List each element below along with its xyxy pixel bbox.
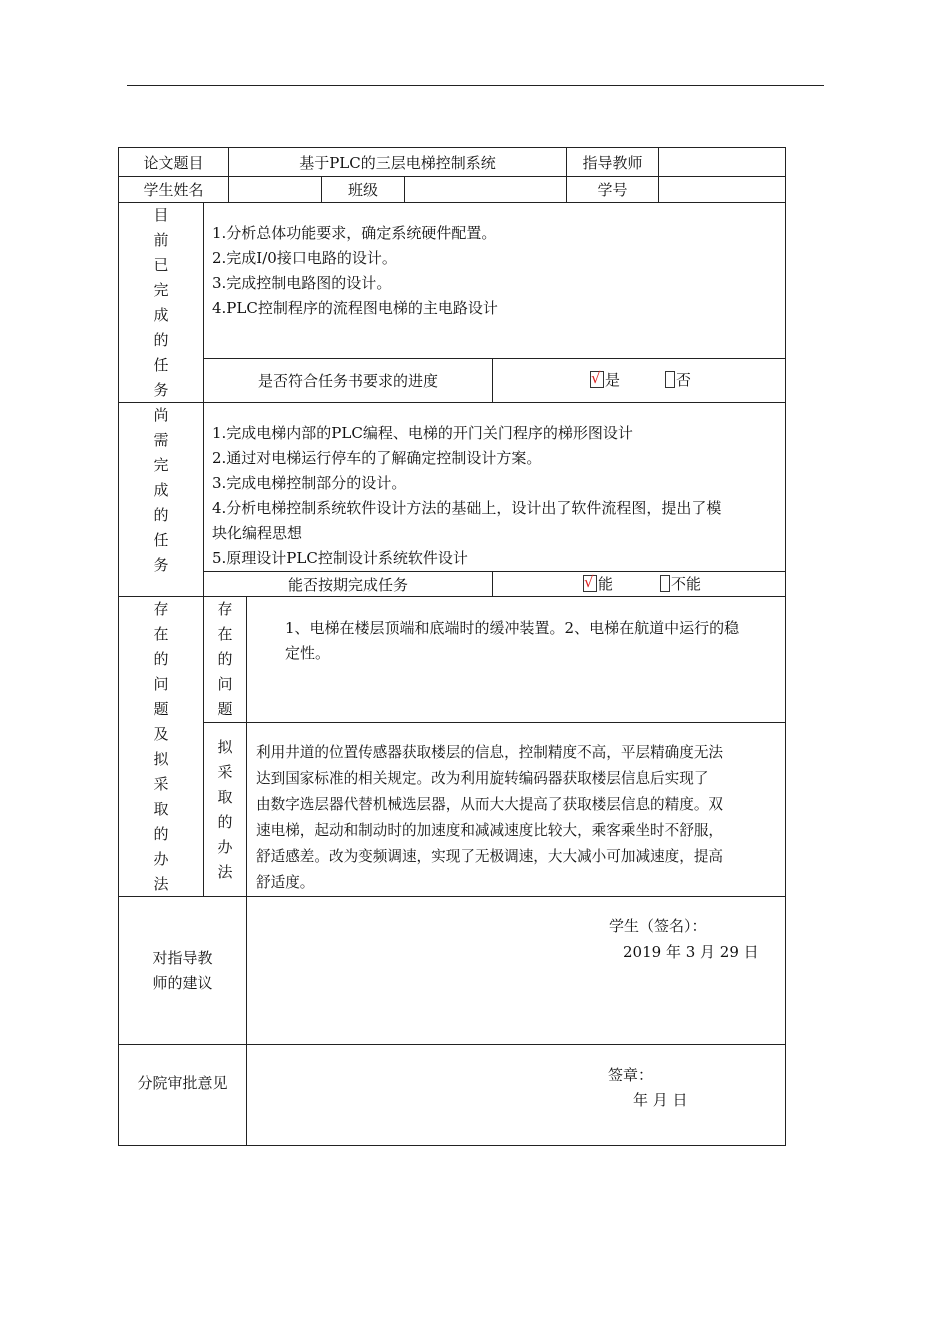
remaining-tasks-label bbox=[119, 403, 203, 578]
label-char: 的 bbox=[153, 824, 169, 843]
completed-tasks-label bbox=[119, 203, 203, 402]
solution-label bbox=[204, 723, 246, 896]
list-item: 4.PLC控制程序的流程图电梯的主电路设计 bbox=[212, 299, 498, 317]
label-char: 前 bbox=[153, 230, 169, 249]
yes-label: 是 bbox=[605, 371, 621, 389]
text-line: 速电梯，起动和制动时的加速度和减减速度比较大，乘客乘坐时不舒服， bbox=[256, 822, 724, 839]
advisor-label: 指导教师 bbox=[582, 153, 643, 172]
approval-seal: 签章： bbox=[608, 1066, 654, 1084]
can-checkbox[interactable] bbox=[583, 575, 597, 592]
label-char: 任 bbox=[153, 531, 169, 549]
class-label: 班级 bbox=[347, 181, 378, 199]
student-name-value[interactable] bbox=[229, 177, 321, 202]
row-divider bbox=[118, 402, 786, 403]
text-line: 利用井道的位置传感器获取楼层的信息，控制精度不高，平层精确度无法 bbox=[256, 744, 724, 761]
student-id-value[interactable] bbox=[659, 177, 785, 202]
text-line: 定性。 bbox=[285, 644, 331, 662]
label-char: 的 bbox=[217, 650, 233, 668]
can-label: 能 bbox=[598, 575, 614, 593]
label-char: 的 bbox=[217, 812, 233, 831]
label-char: 的 bbox=[153, 330, 169, 349]
label-char: 办 bbox=[153, 849, 169, 868]
yes-checkbox[interactable] bbox=[590, 371, 604, 388]
ontime-can-option[interactable] bbox=[583, 572, 613, 596]
text-line: 舒适度。 bbox=[256, 874, 315, 891]
progress-question: 是否符合任务书要求的进度 bbox=[257, 372, 438, 390]
label-char: 尚 bbox=[153, 406, 169, 424]
label-char: 务 bbox=[153, 380, 169, 399]
label-char: 目 bbox=[153, 205, 169, 224]
student-name-label: 学生姓名 bbox=[143, 181, 204, 199]
issues-text bbox=[285, 616, 780, 666]
label-char: 采 bbox=[153, 774, 169, 793]
text-line: 舒适感差。改为变频调速，实现了无极调速，大大减小可加减速度，提高 bbox=[256, 848, 724, 865]
label-char: 题 bbox=[153, 699, 169, 718]
class-value[interactable] bbox=[405, 177, 566, 202]
col-divider bbox=[492, 571, 493, 596]
label-char: 已 bbox=[153, 255, 169, 274]
label-char: 取 bbox=[153, 799, 169, 818]
label-char: 在 bbox=[217, 625, 233, 643]
row-divider bbox=[118, 202, 786, 203]
advisor-suggestion-label bbox=[119, 897, 246, 1044]
label-line: 对指导教 bbox=[152, 948, 213, 967]
list-item: 3.完成电梯控制部分的设计。 bbox=[212, 474, 407, 492]
check-mark-icon: √ bbox=[584, 573, 594, 591]
advisor-value[interactable] bbox=[659, 148, 785, 176]
list-item: 4.分析电梯控制系统软件设计方法的基础上，设计出了软件流程图，提出了模 bbox=[212, 499, 722, 517]
student-signature: 学生（签名）： bbox=[609, 917, 707, 935]
list-item: 2.通过对电梯运行停车的了解确定控制设计方案。 bbox=[212, 449, 542, 467]
list-item: 5.原理设计PLC控制设计系统软件设计 bbox=[212, 549, 468, 567]
signature-date: 2019 年 3 月 29 日 bbox=[623, 943, 759, 961]
approval-date: 年 月 日 bbox=[633, 1091, 688, 1109]
label-char: 问 bbox=[217, 675, 233, 693]
label-char: 问 bbox=[153, 674, 169, 693]
table-border-right bbox=[785, 147, 786, 1145]
list-item: 1.完成电梯内部的PLC编程、电梯的开门关门程序的梯形图设计 bbox=[212, 424, 633, 442]
list-item: 1.分析总体功能要求，确定系统硬件配置。 bbox=[212, 224, 497, 242]
text-line: 1、电梯在楼层顶端和底端时的缓冲装置。2、电梯在航道中运行的稳 bbox=[285, 619, 740, 637]
list-item: 块化编程思想 bbox=[212, 524, 303, 542]
ontime-cannot-option[interactable] bbox=[660, 572, 701, 596]
label-char: 的 bbox=[153, 649, 169, 668]
text-line: 由数字选层器代替机械选层器，从而大大提高了获取楼层信息的精度。双 bbox=[256, 796, 724, 813]
progress-yes-option[interactable] bbox=[590, 368, 620, 392]
thesis-title-label: 论文题目 bbox=[143, 153, 204, 172]
no-label: 否 bbox=[676, 371, 692, 389]
row-divider bbox=[203, 722, 786, 723]
label-char: 题 bbox=[217, 700, 233, 718]
label-char: 完 bbox=[153, 280, 169, 299]
col-divider bbox=[246, 596, 247, 1145]
progress-no-option[interactable] bbox=[665, 368, 691, 392]
label-char: 拟 bbox=[217, 737, 233, 756]
label-char: 存 bbox=[217, 600, 233, 618]
no-checkbox[interactable] bbox=[665, 371, 675, 388]
label-char: 存 bbox=[153, 599, 169, 618]
label-line: 师的建议 bbox=[152, 973, 213, 992]
label-char: 成 bbox=[153, 305, 169, 324]
issues-label bbox=[204, 597, 246, 722]
problems-solutions-label bbox=[119, 597, 203, 896]
thesis-title-value: 基于PLC的三层电梯控制系统 bbox=[299, 153, 496, 172]
department-approval-label: 分院审批意见 bbox=[137, 1073, 228, 1092]
header-rule bbox=[127, 85, 824, 86]
check-mark-icon: √ bbox=[591, 369, 601, 387]
text-line: 达到国家标准的相关规定。改为利用旋转编码器获取楼层信息后实现了 bbox=[256, 770, 709, 787]
label-char: 采 bbox=[217, 762, 233, 781]
list-item: 2.完成I/0接口电路的设计。 bbox=[212, 249, 397, 267]
label-char: 法 bbox=[217, 862, 233, 881]
table-border-bottom bbox=[118, 1145, 786, 1146]
label-char: 办 bbox=[217, 837, 233, 856]
solution-text bbox=[256, 740, 780, 896]
label-char: 需 bbox=[153, 431, 169, 449]
label-char: 拟 bbox=[153, 749, 169, 768]
list-item: 3.完成控制电路图的设计。 bbox=[212, 274, 392, 292]
completed-tasks-list bbox=[212, 221, 782, 321]
label-char: 成 bbox=[153, 481, 169, 499]
label-char: 的 bbox=[153, 506, 169, 524]
label-char: 在 bbox=[153, 624, 169, 643]
cannot-label: 不能 bbox=[671, 575, 702, 593]
ontime-question: 能否按期完成任务 bbox=[287, 575, 408, 594]
label-char: 及 bbox=[153, 724, 169, 743]
label-char: 取 bbox=[217, 787, 233, 806]
label-char: 任 bbox=[153, 355, 169, 374]
col-divider bbox=[492, 358, 493, 402]
cannot-checkbox[interactable] bbox=[660, 575, 670, 592]
label-char: 完 bbox=[153, 456, 169, 474]
label-char: 法 bbox=[153, 874, 169, 893]
remaining-tasks-list bbox=[212, 421, 782, 571]
student-id-label: 学号 bbox=[597, 181, 628, 199]
label-char: 务 bbox=[153, 556, 169, 574]
